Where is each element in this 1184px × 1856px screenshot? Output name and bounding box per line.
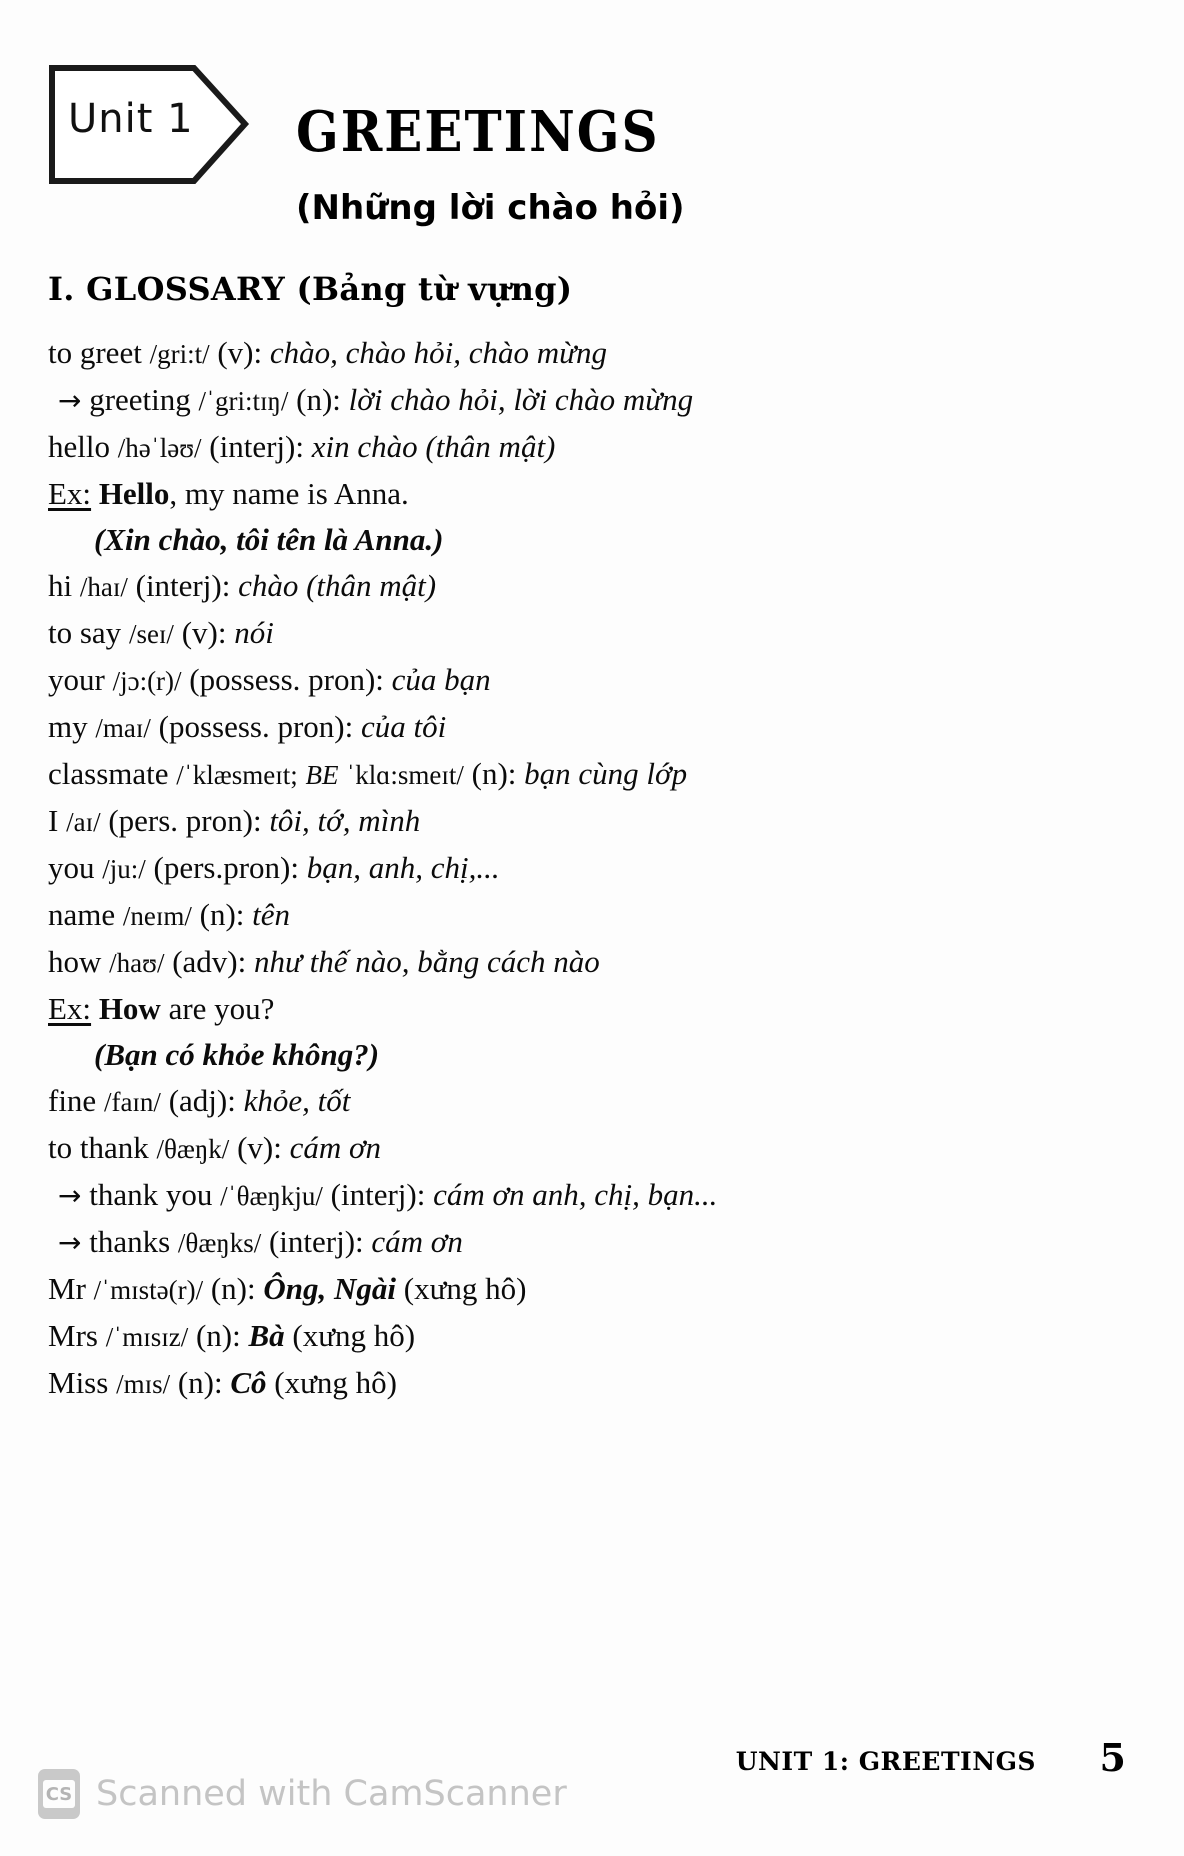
camscanner-watermark — [38, 1769, 567, 1819]
camscanner-logo-icon — [38, 1769, 80, 1819]
entry-pos: (v): — [217, 335, 263, 370]
glossary-entry — [48, 1078, 1138, 1125]
entry-headword: classmate — [48, 756, 169, 791]
entry-meaning: cám ơn — [289, 1130, 382, 1165]
page-footer — [0, 1735, 1184, 1835]
entry-meaning: cám ơn — [371, 1224, 463, 1259]
example-label: Ex: — [48, 476, 92, 511]
entry-pos: (interj): — [330, 1177, 426, 1212]
entry-meaning: tôi, tớ, mình — [269, 803, 421, 838]
glossary-entry — [48, 845, 1138, 892]
entry-ipa: /aɪ/ — [66, 807, 101, 837]
arrow-icon: → — [58, 384, 82, 417]
entry-pos: (v): — [181, 615, 227, 650]
entry-headword: Miss — [48, 1365, 109, 1400]
glossary-entry — [48, 704, 1138, 751]
entry-ipa: /ˈθæŋkju/ — [220, 1181, 323, 1211]
entry-pos: (interj): — [135, 568, 231, 603]
arrow-icon: → — [58, 1226, 82, 1259]
page-header — [0, 0, 1184, 250]
entry-pos: (interj): — [268, 1224, 364, 1259]
unit-badge-label: Unit 1 — [68, 96, 194, 142]
glossary-entry — [48, 610, 1138, 657]
entry-ipa: /faɪn/ — [103, 1087, 161, 1117]
entry-meaning: của tôi — [360, 709, 447, 744]
entry-usage-note: (xưng hô) — [403, 1271, 527, 1306]
entry-pos: (n): — [210, 1271, 256, 1306]
entry-pos: (adj): — [168, 1083, 236, 1118]
entry-meaning: cám ơn anh, chị, bạn... — [433, 1177, 718, 1212]
entry-ipa: /haʊ/ — [109, 948, 165, 978]
entry-usage-note: (xưng hô) — [274, 1365, 397, 1400]
entry-ipa: /θæŋk/ — [156, 1134, 230, 1164]
entry-headword: my — [48, 709, 88, 744]
glossary-list — [48, 330, 1138, 1407]
entry-usage-note: (xưng hô) — [292, 1318, 416, 1353]
glossary-entry — [48, 424, 1138, 471]
entry-headword: thanks — [89, 1224, 171, 1259]
entry-meaning: Cô — [230, 1365, 267, 1400]
entry-headword: greeting — [89, 382, 191, 417]
glossary-heading-number: I. — [48, 270, 75, 308]
entry-pos: (adv): — [172, 944, 247, 979]
glossary-entry — [48, 1313, 1138, 1360]
entry-ipa: /ˈgri:tɪŋ/ — [198, 386, 289, 416]
example-label: Ex: — [48, 991, 92, 1026]
entry-ipa: /ˈmɪstə(r)/ — [93, 1275, 204, 1305]
entry-ipa: /seɪ/ — [128, 619, 174, 649]
glossary-entry — [48, 751, 1138, 798]
entry-headword: your — [48, 662, 105, 697]
entry-meaning: như thế nào, bằng cách nào — [253, 944, 600, 979]
glossary-entry — [48, 892, 1138, 939]
glossary-entry — [48, 657, 1138, 704]
entry-pos: (n): — [195, 1318, 241, 1353]
entry-pos: (interj): — [209, 429, 304, 464]
example-sentence: are you? — [160, 991, 275, 1026]
entry-headword: Mrs — [48, 1318, 98, 1353]
entry-meaning: tên — [252, 897, 291, 932]
running-head: UNIT 1: GREETINGS — [735, 1747, 1036, 1776]
title-block — [296, 98, 936, 228]
glossary-entry — [48, 1360, 1138, 1407]
entry-pos: (n): — [199, 897, 245, 932]
entry-ipa: /neɪm/ — [122, 901, 192, 931]
glossary-entry — [48, 1125, 1138, 1172]
glossary-entry — [48, 1219, 1138, 1266]
glossary-example-translation — [48, 517, 1138, 563]
entry-meaning: Ông, Ngài — [263, 1271, 397, 1306]
page-number: 5 — [1099, 1735, 1126, 1780]
entry-pos: (n): — [296, 382, 341, 417]
page-subtitle: (Những lời chào hỏi) — [296, 188, 685, 228]
entry-pos: (v): — [237, 1130, 282, 1165]
entry-pos: (n): — [471, 756, 517, 791]
glossary-entry — [48, 1172, 1138, 1219]
entry-ipa-us: /ˈklæsmeɪt; — [176, 760, 298, 790]
entry-headword: fine — [48, 1083, 97, 1118]
entry-meaning: chào, chào hỏi, chào mừng — [269, 335, 608, 370]
glossary-heading — [48, 270, 572, 308]
entry-ipa: /haɪ/ — [79, 572, 128, 602]
entry-ipa-uk: ˈklɑ:smeɪt/ — [346, 760, 464, 790]
entry-ipa: /gri:t/ — [149, 339, 210, 369]
entry-ipa: /ˈmɪsɪz/ — [105, 1322, 189, 1352]
glossary-example — [48, 471, 1138, 517]
arrow-icon: → — [58, 1179, 82, 1212]
camscanner-watermark-text: Scanned with CamScanner — [96, 1774, 567, 1814]
entry-headword: hi — [48, 568, 73, 603]
entry-meaning: khỏe, tốt — [243, 1083, 351, 1118]
entry-headword: Mr — [48, 1271, 86, 1306]
example-translation: (Bạn có khỏe không?) — [94, 1037, 380, 1072]
entry-meaning: chào (thân mật) — [238, 568, 437, 603]
entry-meaning: xin chào (thân mật) — [311, 429, 556, 464]
entry-headword: to greet — [48, 335, 142, 370]
entry-pos: (pers.pron): — [153, 850, 299, 885]
entry-headword: you — [48, 850, 95, 885]
entry-meaning: lời chào hỏi, lời chào mừng — [348, 382, 694, 417]
glossary-example-translation — [48, 1032, 1138, 1078]
entry-variant-label: BE — [305, 760, 339, 790]
entry-meaning: Bà — [248, 1318, 285, 1353]
glossary-entry — [48, 798, 1138, 845]
glossary-heading-vn: (Bảng từ vựng) — [296, 270, 573, 308]
entry-ipa: /mɪs/ — [116, 1369, 171, 1399]
glossary-example — [48, 986, 1138, 1032]
glossary-heading-en: GLOSSARY — [86, 270, 286, 308]
entry-meaning: bạn, anh, chị,... — [306, 850, 500, 885]
entry-ipa: /həˈləʊ/ — [117, 433, 202, 463]
example-keyword: Hello — [98, 476, 170, 511]
glossary-entry — [48, 1266, 1138, 1313]
example-translation: (Xin chào, tôi tên là Anna.) — [94, 522, 444, 557]
entry-meaning: của bạn — [391, 662, 491, 697]
example-keyword: How — [98, 991, 161, 1026]
entry-pos: (pers. pron): — [108, 803, 262, 838]
entry-headword: I — [48, 803, 59, 838]
entry-ipa: /ju:/ — [102, 854, 146, 884]
entry-meaning: bạn cùng lớp — [524, 756, 688, 791]
entry-meaning: nói — [234, 615, 274, 650]
entry-ipa: /θæŋks/ — [177, 1228, 262, 1258]
glossary-entry — [48, 563, 1138, 610]
glossary-entry — [48, 330, 1138, 377]
entry-pos: (possess. pron): — [158, 709, 354, 744]
entry-headword: to thank — [48, 1130, 149, 1165]
camscanner-logo-text: CS — [43, 1780, 75, 1808]
entry-headword: how — [48, 944, 102, 979]
glossary-entry — [48, 939, 1138, 986]
page-title: GREETINGS — [296, 98, 660, 165]
entry-pos: (n): — [177, 1365, 223, 1400]
entry-headword: thank you — [89, 1177, 213, 1212]
entry-headword: name — [48, 897, 116, 932]
unit-badge — [46, 62, 251, 187]
entry-pos: (possess. pron): — [189, 662, 384, 697]
entry-headword: to say — [48, 615, 122, 650]
entry-ipa: /maɪ/ — [95, 713, 151, 743]
glossary-entry — [48, 377, 1138, 424]
entry-headword: hello — [48, 429, 110, 464]
entry-ipa: /jɔ:(r)/ — [112, 666, 182, 696]
example-sentence: , my name is Anna. — [169, 476, 409, 511]
